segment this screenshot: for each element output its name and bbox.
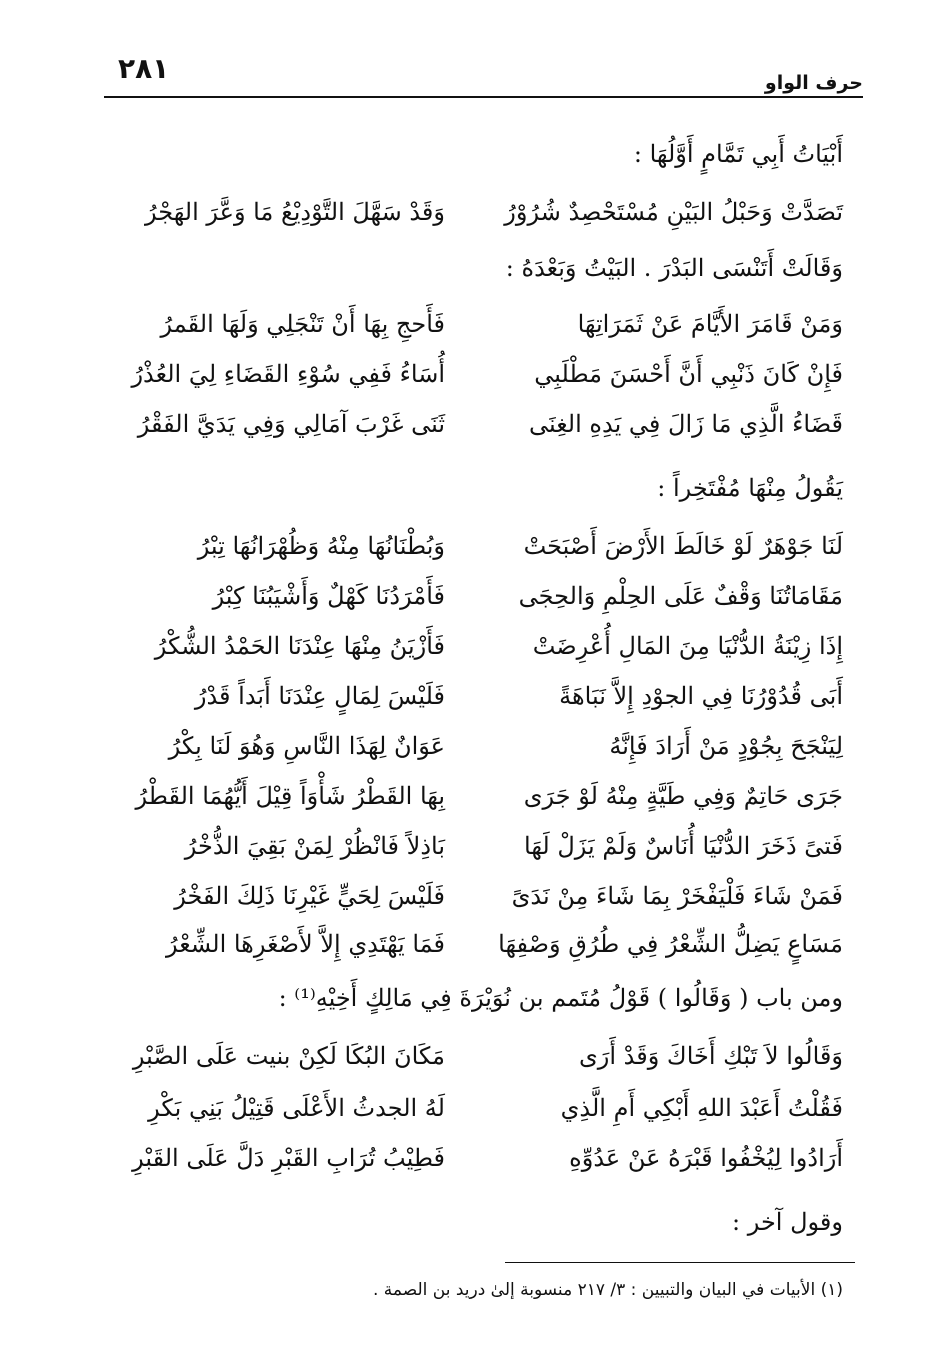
first-hemistich: تَصَدَّتْ وَحَبْلُ البَيْنِ مُسْتَحْصِدٌ شُرُوْرُ bbox=[504, 198, 843, 226]
intro-abu-tammam: أَبْيَاتُ أَبِي تَمَّامٍ أَوَّلُهَا : bbox=[633, 140, 843, 168]
first-hemistich: أَرَادُوا لِيُخْفُوا قَبْرَهُ عَنْ عَدُوِّهِ bbox=[569, 1144, 843, 1172]
second-hemistich: وَبُطْنَانُهَا مِنْهُ وَظُهْرَانُهَا تِبْرُ bbox=[197, 532, 445, 560]
first-hemistich: مَسَاعٍ يَضِلُّ الشِّعْرُ فِي طُرُقِ وَصْفِهَا bbox=[498, 930, 843, 958]
intro-boasting: يَقُولُ مِنْهَا مُفْتَخِراً : bbox=[657, 474, 843, 502]
page-number: ٢٨١ bbox=[118, 52, 170, 85]
intro-verse-after: وَقَالَتْ أَتَنْسَى البَدْرَ . البَيْتُ وَبَعْدَهُ : bbox=[505, 254, 843, 282]
intro-another: وقول آخر : bbox=[732, 1208, 843, 1236]
first-hemistich: فَقُلْتُ أَعَبْدَ اللهِ أَبْكِي أَمِ الَّذِي bbox=[560, 1094, 843, 1122]
second-hemistich: بِهَا القَطْرُ شَأْوَاً قِيْلَ أَيُّهُمَا القَطْرُ bbox=[135, 782, 445, 810]
second-hemistich: فَلَيْسَ لِحَيٍّ غَيْرِنَا ذَلِكَ الفَخْرُ bbox=[174, 882, 445, 910]
first-hemistich: لَنَا جَوْهَرٌ لَوْ خَالَطَ الأَرْضَ أَصْبَحَتْ bbox=[523, 532, 843, 560]
verse-line bbox=[115, 624, 843, 668]
first-hemistich: قَضَاءُ الَّذِي مَا زَالَ فِي يَدِهِ الغِنَى bbox=[528, 410, 843, 438]
first-hemistich: وَمَنْ قَامَرَ الأَيَّامَ عَنْ ثَمَرَاتِهَا bbox=[577, 310, 843, 338]
first-hemistich: فَتىً ذَخَرَ الدُّنْيَا أُنَاسٌ وَلَمْ يَزَلْ لَهَا bbox=[524, 832, 843, 860]
first-hemistich: فَمَنْ شَاءَ فَلْيَفْخَرْ بِمَا شَاءَ مِنْ نَدَىً bbox=[511, 882, 843, 910]
second-hemistich: فَأَزْيَنُ مِنْهَا عِنْدَنَا الحَمْدُ الشُّكْرُ bbox=[154, 632, 445, 660]
first-hemistich: أَبَى قُدُوْرُنَا فِي الجوْدِ إِلاَّ نَبَاهَةً bbox=[559, 682, 843, 710]
intro-mutammim: ومن باب ( وَقَالُوا ) قَوْلُ مُتَمم بن نُوَيْرَةَ فِي مَالِكٍ أَخِيْهِ⁽¹⁾ : bbox=[278, 984, 843, 1012]
second-hemistich: فَطِيْبُ تُرَابِ القَبْرِ دَلَّ عَلَى القَبْرِ bbox=[132, 1144, 445, 1172]
verse-line bbox=[115, 1136, 843, 1180]
second-hemistich: مَكَانَ البُكَا لَكِنْ بنيت عَلَى الصَّبْرِ bbox=[132, 1042, 445, 1070]
second-hemistich: ثَنَى غَرْبَ آمَالِي وَفِي يَدَيَّ الفَقْرُ bbox=[137, 410, 445, 438]
verse-line bbox=[115, 190, 843, 234]
footnote: (١) الأبيات في البيان والتبيين : ٣/ ٢١٧ منسوبة إلىٰ دريد بن الصمة . bbox=[372, 1280, 843, 1300]
verse-line bbox=[115, 352, 843, 396]
verse-line bbox=[115, 574, 843, 618]
second-hemistich: وَقَدْ سَهَّلَ التَّوْدِيْعُ مَا وَعَّرَ الهَجْرُ bbox=[144, 198, 445, 226]
second-hemistich: لَهُ الجدثُ الأَعْلَى قَتِيْلُ بَنِي بَكْرِ bbox=[148, 1094, 445, 1122]
second-hemistich: أُسَاءُ فَفِي سُوْءِ القَضَاءِ لِيَ العُذْرُ bbox=[131, 360, 445, 388]
verse-line bbox=[115, 302, 843, 346]
first-hemistich: مَقَامَاتُنَا وَقْفٌ عَلَى الحِلْمِ وَالحِجَى bbox=[518, 582, 843, 610]
header-rule bbox=[104, 96, 863, 98]
second-hemistich: فَأَحجِ بِهَا أَنْ تَنْجَلِي وَلَهَا القَمرُ bbox=[160, 310, 445, 338]
verse-line bbox=[115, 402, 843, 446]
verse-line bbox=[115, 674, 843, 718]
footnote-rule bbox=[505, 1262, 855, 1263]
verse-line bbox=[115, 1034, 843, 1078]
second-hemistich: فَلَيْسَ لِمَالٍ عِنْدَنَا أَبَداً قَدْرُ bbox=[194, 682, 445, 710]
second-hemistich: فَمَا يَهْتَدِي إِلاَّ لأَصْغَرِهَا الشِّعْرُ bbox=[166, 930, 445, 958]
first-hemistich: لِيَنْجَحَ بِجُوْدٍ مَنْ أَرَادَ فَإِنَّهُ bbox=[609, 732, 843, 760]
verse-line bbox=[115, 774, 843, 818]
verse-line bbox=[115, 824, 843, 868]
verse-line bbox=[115, 724, 843, 768]
first-hemistich: وَقَالُوا لاَ تَبْكِ أَخَاكَ وَقَدْ أَرَى bbox=[578, 1042, 843, 1070]
verse-line bbox=[115, 1086, 843, 1130]
verse-line bbox=[115, 874, 843, 918]
first-hemistich: إِذَا زِيْنَةُ الدُّنْيَا مِنَ المَالِ أُعْرِضَتْ bbox=[532, 632, 843, 660]
second-hemistich: فَأَمْرَدُنَا كَهْلٌ وَأَشْيَبُنَا كِبْرُ bbox=[212, 582, 445, 610]
second-hemistich: عَوَانٌ لِهَذَا النَّاسِ وَهُوَ لَنَا بِكْرُ bbox=[168, 732, 445, 760]
first-hemistich: جَرَى حَاتِمٌ وَفِي طَيَّةٍ مِنْهُ لَوْ جَرَى bbox=[523, 782, 843, 810]
verse-line bbox=[115, 922, 843, 966]
verse-line bbox=[115, 524, 843, 568]
second-hemistich: بَاذِلاً فَانْظُرْ لِمَنْ بَقِيَ الذُّخْرُ bbox=[184, 832, 445, 860]
chapter-title: حرف الواو bbox=[764, 72, 863, 94]
first-hemistich: فَإِنْ كَانَ ذَنْبِي أَنَّ أَحْسَنَ مَطْلَبِي bbox=[534, 360, 843, 388]
